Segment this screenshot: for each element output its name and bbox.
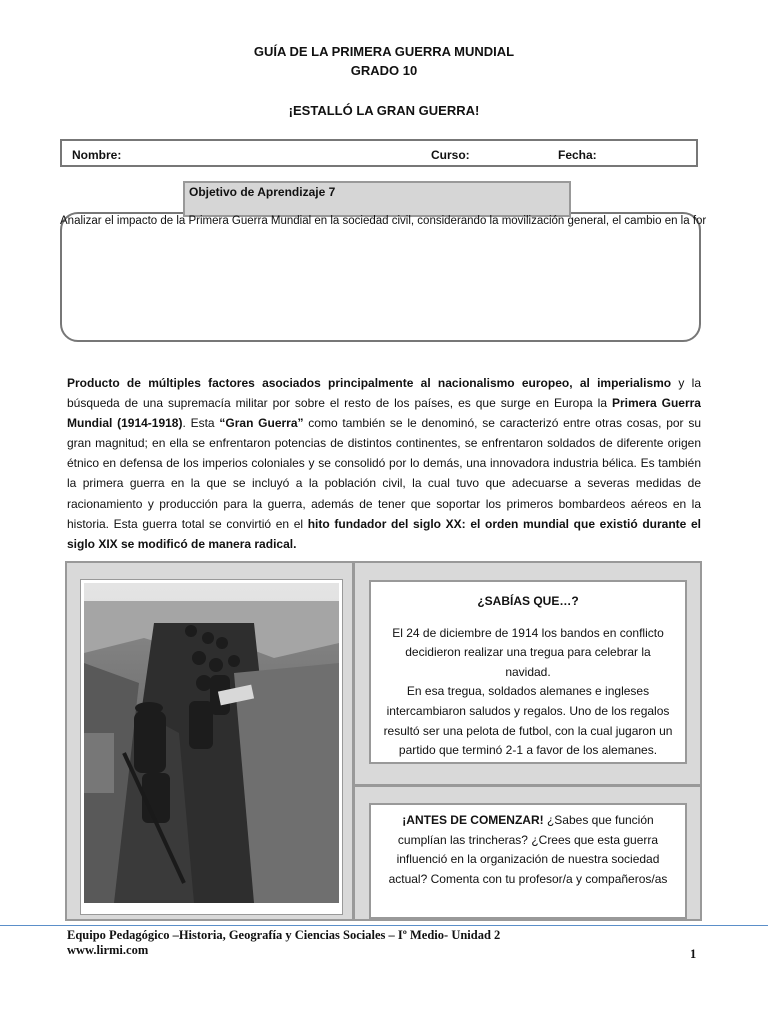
did-you-know-card [369,580,687,764]
intro-part-6: como también se le denominó, se caracterizó entre otras cosas, por su gran magnitud; en ella se enfrentaron potencias de distintos continentes, se enfrentaron soldados de diferente origen étnico en defensa de los imperios coloniales y se consolidó por lo demás, una innovadora industria bélica. Es también la primera guerra en la que se incluyó a la población civil, la cual tuvo que adecuarse a severas medidas de racionamiento y producción para la guerra, además de tener que soportar los primeros bombardeos aéreos en la historia. Esta guerra total se convirtió en el [67,416,702,531]
footer-credits: Equipo Pedagógico –Historia, Geografía y Ciencias Sociales – Iº Medio- Unidad 2 [67,928,501,942]
date-label: Fecha: [558,148,597,162]
objective-tab [183,181,571,217]
intro-part-2: y la búsqueda de una supremacía militar por sobre el resto de los países, es que surge en Europa la [67,376,701,411]
intro-part-4: . Esta [182,416,220,431]
before-start-card [369,803,687,919]
intro-part-3: Primera Guerra Mundial (1914-1918) [67,396,701,431]
before-start-content [371,811,685,889]
objective-box [60,212,701,342]
did-you-know-text-1: El 24 de diciembre de 1914 los bandos en conflicto decidieron realizar una tregua para celebrar la navidad. [392,625,664,679]
did-you-know-text-2: En esa tregua, soldados alemanes e ingleses intercambiaron saludos y regalos. Uno de los regalos resultó ser una pelota de futbol, con la cual jugaron un partido que terminó 2-1 a favor de los alemanes. [383,684,673,758]
name-label: Nombre: [72,148,122,162]
objective-label: Objetivo de Aprendizaje 7 [189,185,336,199]
grid-divider-horizontal [355,784,702,787]
intro-part-1: Producto de múltiples factores asociados principalmente al nacionalismo europeo, al imperialismo [67,376,672,390]
footer [67,928,500,958]
footer-website: www.lirmi.com [67,943,149,957]
document-title: GUÍA DE LA PRIMERA GUERRA MUNDIAL [253,44,515,59]
document-subtitle: ¡ESTALLÓ LA GRAN GUERRA! [288,103,480,118]
grid-divider-vertical [352,561,355,921]
objective-text: Analizar el impacto de la Primera Guerra Mundial en la sociedad civil, considerando la movilización general, el cambio en la for [60,215,707,227]
page-number: 1 [690,947,697,961]
trench-soldiers-photo [84,583,339,903]
intro-part-5: “Gran Guerra” [219,416,304,431]
intro-paragraph [67,373,701,554]
grade-label: GRADO 10 [350,63,418,78]
student-info-box [60,139,698,167]
course-label: Curso: [431,148,470,162]
before-start-text: ¿Sabes que función cumplían las trincheras? ¿Crees que esta guerra influenció en la organización de nuestra sociedad actual? Comenta con tu profesor/a y compañeros/as [388,813,668,886]
did-you-know-title: ¿SABÍAS QUE…? [477,594,579,608]
footer-divider [0,925,768,926]
intro-part-7: hito fundador del siglo XX: el orden mundial que existió durante el siglo XIX se modificó de manera radical. [67,516,701,551]
before-start-title: ¡ANTES DE COMENZAR! [402,813,544,827]
